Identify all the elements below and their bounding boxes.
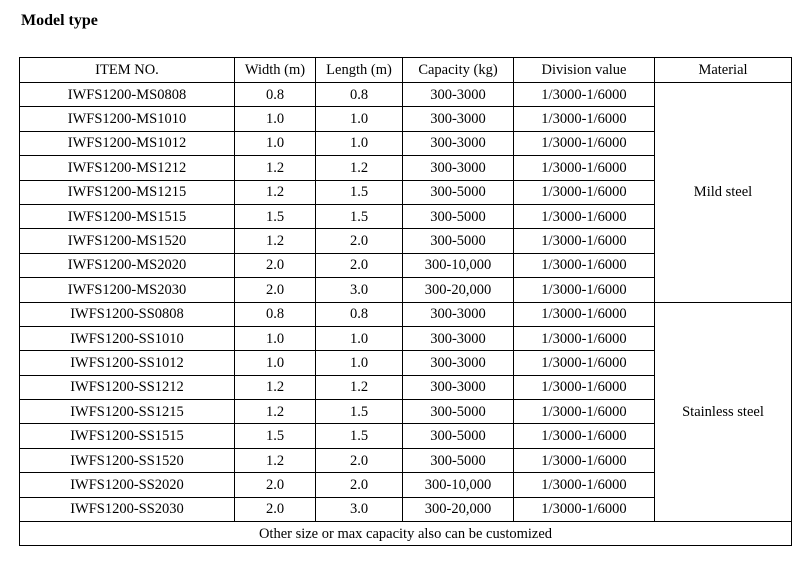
capacity-cell: 300-3000 [403, 326, 514, 350]
item-no-cell: IWFS1200-SS2020 [20, 473, 235, 497]
width-cell: 1.2 [235, 375, 316, 399]
width-cell: 1.2 [235, 156, 316, 180]
capacity-cell: 300-20,000 [403, 278, 514, 302]
item-no-cell: IWFS1200-MS0808 [20, 83, 235, 107]
division-value-cell: 1/3000-1/6000 [514, 204, 655, 228]
division-value-cell: 1/3000-1/6000 [514, 375, 655, 399]
capacity-cell: 300-5000 [403, 229, 514, 253]
capacity-cell: 300-5000 [403, 400, 514, 424]
header-capacity: Capacity (kg) [403, 58, 514, 83]
width-cell: 1.5 [235, 204, 316, 228]
division-value-cell: 1/3000-1/6000 [514, 253, 655, 277]
footer-note: Other size or max capacity also can be customized [20, 522, 792, 546]
capacity-cell: 300-20,000 [403, 497, 514, 521]
length-cell: 2.0 [316, 448, 403, 472]
length-cell: 1.5 [316, 204, 403, 228]
item-no-cell: IWFS1200-MS1215 [20, 180, 235, 204]
length-cell: 1.5 [316, 400, 403, 424]
item-no-cell: IWFS1200-SS0808 [20, 302, 235, 326]
item-no-cell: IWFS1200-SS1515 [20, 424, 235, 448]
length-cell: 2.0 [316, 229, 403, 253]
width-cell: 1.2 [235, 229, 316, 253]
item-no-cell: IWFS1200-MS1012 [20, 131, 235, 155]
footer-row [20, 522, 792, 546]
material-cell: Stainless steel [655, 302, 792, 522]
item-no-cell: IWFS1200-MS1212 [20, 156, 235, 180]
item-no-cell: IWFS1200-SS1012 [20, 351, 235, 375]
width-cell: 1.0 [235, 351, 316, 375]
division-value-cell: 1/3000-1/6000 [514, 229, 655, 253]
header-length: Length (m) [316, 58, 403, 83]
width-cell: 0.8 [235, 83, 316, 107]
header-width: Width (m) [235, 58, 316, 83]
width-cell: 1.0 [235, 107, 316, 131]
length-cell: 2.0 [316, 473, 403, 497]
item-no-cell: IWFS1200-MS1515 [20, 204, 235, 228]
table-body [20, 83, 792, 522]
width-cell: 2.0 [235, 253, 316, 277]
division-value-cell: 1/3000-1/6000 [514, 180, 655, 204]
length-cell: 1.0 [316, 107, 403, 131]
length-cell: 1.0 [316, 351, 403, 375]
length-cell: 0.8 [316, 302, 403, 326]
length-cell: 1.0 [316, 131, 403, 155]
header-division-value: Division value [514, 58, 655, 83]
item-no-cell: IWFS1200-MS2030 [20, 278, 235, 302]
width-cell: 1.0 [235, 326, 316, 350]
width-cell: 1.5 [235, 424, 316, 448]
width-cell: 1.2 [235, 400, 316, 424]
capacity-cell: 300-3000 [403, 131, 514, 155]
model-type-table [19, 57, 792, 546]
division-value-cell: 1/3000-1/6000 [514, 497, 655, 521]
capacity-cell: 300-3000 [403, 302, 514, 326]
width-cell: 2.0 [235, 278, 316, 302]
length-cell: 1.2 [316, 156, 403, 180]
length-cell: 3.0 [316, 497, 403, 521]
division-value-cell: 1/3000-1/6000 [514, 302, 655, 326]
length-cell: 2.0 [316, 253, 403, 277]
item-no-cell: IWFS1200-MS1010 [20, 107, 235, 131]
table-row [20, 302, 792, 326]
capacity-cell: 300-3000 [403, 107, 514, 131]
length-cell: 1.5 [316, 424, 403, 448]
item-no-cell: IWFS1200-MS1520 [20, 229, 235, 253]
header-row [20, 58, 792, 83]
division-value-cell: 1/3000-1/6000 [514, 131, 655, 155]
header-item-no: ITEM NO. [20, 58, 235, 83]
capacity-cell: 300-5000 [403, 204, 514, 228]
capacity-cell: 300-5000 [403, 180, 514, 204]
width-cell: 0.8 [235, 302, 316, 326]
table-row [20, 83, 792, 107]
capacity-cell: 300-3000 [403, 351, 514, 375]
division-value-cell: 1/3000-1/6000 [514, 400, 655, 424]
capacity-cell: 300-3000 [403, 156, 514, 180]
capacity-cell: 300-3000 [403, 375, 514, 399]
width-cell: 1.2 [235, 180, 316, 204]
division-value-cell: 1/3000-1/6000 [514, 156, 655, 180]
item-no-cell: IWFS1200-SS1010 [20, 326, 235, 350]
header-material: Material [655, 58, 792, 83]
capacity-cell: 300-10,000 [403, 253, 514, 277]
capacity-cell: 300-5000 [403, 424, 514, 448]
item-no-cell: IWFS1200-SS1215 [20, 400, 235, 424]
division-value-cell: 1/3000-1/6000 [514, 473, 655, 497]
capacity-cell: 300-3000 [403, 83, 514, 107]
width-cell: 1.2 [235, 448, 316, 472]
item-no-cell: IWFS1200-SS2030 [20, 497, 235, 521]
division-value-cell: 1/3000-1/6000 [514, 448, 655, 472]
length-cell: 1.0 [316, 326, 403, 350]
capacity-cell: 300-10,000 [403, 473, 514, 497]
width-cell: 2.0 [235, 497, 316, 521]
width-cell: 1.0 [235, 131, 316, 155]
division-value-cell: 1/3000-1/6000 [514, 424, 655, 448]
item-no-cell: IWFS1200-SS1212 [20, 375, 235, 399]
material-cell: Mild steel [655, 83, 792, 303]
division-value-cell: 1/3000-1/6000 [514, 326, 655, 350]
length-cell: 1.2 [316, 375, 403, 399]
width-cell: 2.0 [235, 473, 316, 497]
capacity-cell: 300-5000 [403, 448, 514, 472]
length-cell: 1.5 [316, 180, 403, 204]
division-value-cell: 1/3000-1/6000 [514, 83, 655, 107]
item-no-cell: IWFS1200-SS1520 [20, 448, 235, 472]
item-no-cell: IWFS1200-MS2020 [20, 253, 235, 277]
length-cell: 0.8 [316, 83, 403, 107]
length-cell: 3.0 [316, 278, 403, 302]
division-value-cell: 1/3000-1/6000 [514, 351, 655, 375]
division-value-cell: 1/3000-1/6000 [514, 107, 655, 131]
page-title: Model type [21, 12, 98, 29]
division-value-cell: 1/3000-1/6000 [514, 278, 655, 302]
